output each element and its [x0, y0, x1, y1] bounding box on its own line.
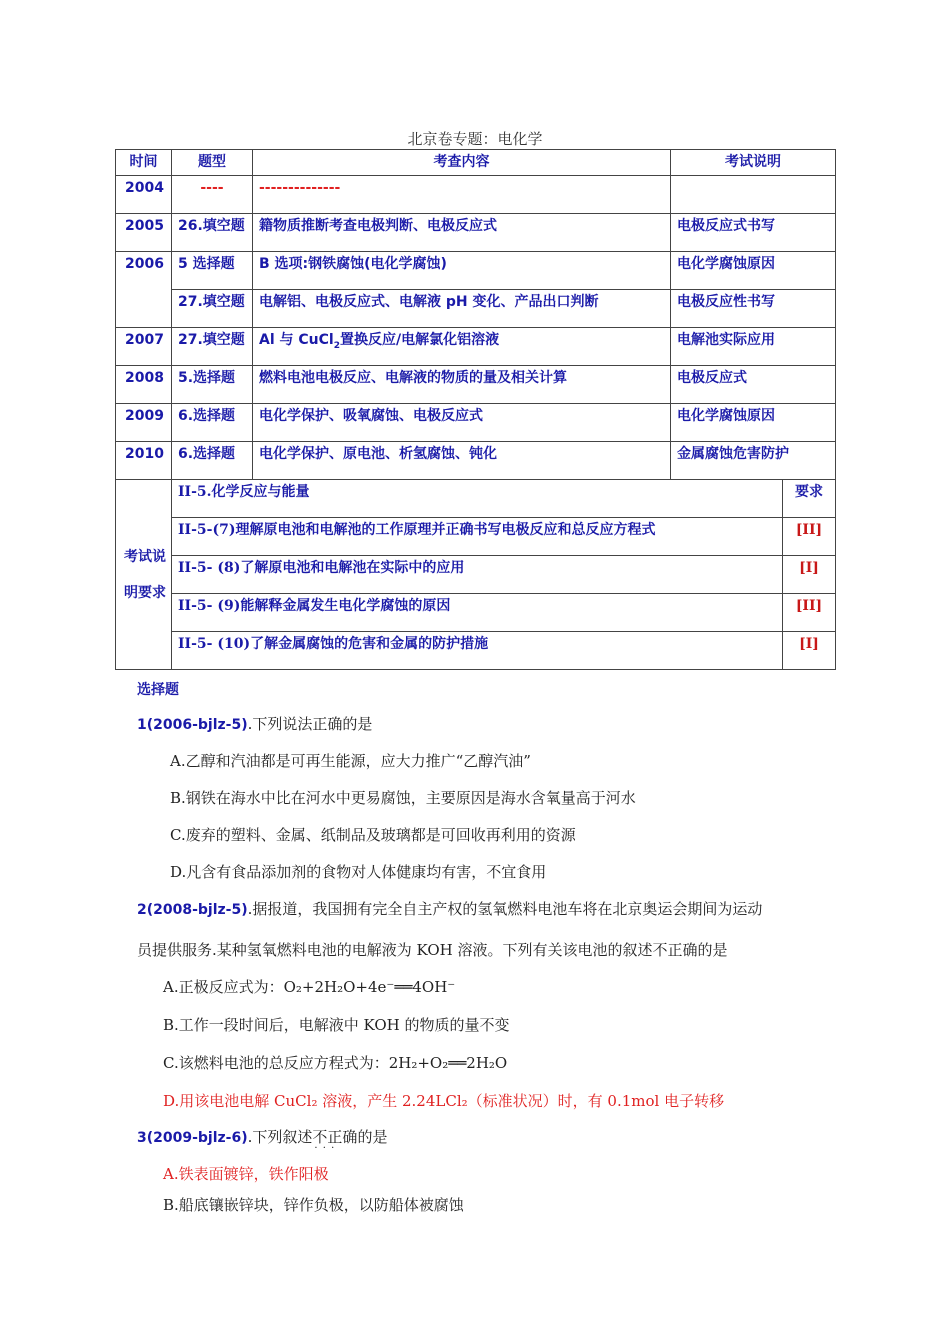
row-year: 2008 — [116, 366, 172, 404]
row-type: 5.选择题 — [172, 366, 253, 404]
question-2-option-a: A.正极反应式为：O₂+2H₂O+4e⁻══4OH⁻ — [163, 978, 456, 996]
question-2-option-b: B.工作一段时间后，电解液中 KOH 的物质的量不变 — [163, 1016, 510, 1034]
page-title: 北京卷专题：电化学 — [407, 130, 543, 148]
row-content: 电化学保护、原电池、析氢腐蚀、钝化 — [253, 442, 671, 480]
row-type: 27.填空题 — [172, 290, 253, 328]
row-type: 26.填空题 — [172, 214, 253, 252]
row-year: 2006 — [116, 252, 172, 328]
requirements-label: 考试说明要求 — [116, 480, 172, 670]
exam-overview-table — [115, 149, 836, 670]
question-1-option-a: A.乙醇和汽油都是可再生能源，应大力推广“乙醇汽油” — [170, 752, 531, 770]
table-row — [116, 404, 836, 442]
row-year: 2005 — [116, 214, 172, 252]
row-content: 电解铝、电极反应式、电解液 pH 变化、产品出口判断 — [253, 290, 671, 328]
level-header: 要求 — [783, 480, 836, 518]
row-note: 电极反应性书写 — [671, 290, 836, 328]
row-year: 2009 — [116, 404, 172, 442]
row-content: 电化学保护、吸氧腐蚀、电极反应式 — [253, 404, 671, 442]
table-row — [116, 328, 836, 366]
requirement-level: [I] — [783, 556, 836, 594]
requirement-text: II-5- (8)了解原电池和电解池在实际中的应用 — [172, 556, 783, 594]
header-time: 时间 — [116, 150, 172, 176]
row-type: 27.填空题 — [172, 328, 253, 366]
row-note: 电极反应式 — [671, 366, 836, 404]
question-3-option-b: B.船底镶嵌锌块，锌作负极，以防船体被腐蚀 — [163, 1196, 464, 1214]
question-1-option-c: C.废弃的塑料、金属、纸制品及玻璃都是可回收再利用的资源 — [170, 826, 576, 844]
row-content: 燃料电池电极反应、电解液的物质的量及相关计算 — [253, 366, 671, 404]
table-row — [116, 290, 836, 328]
header-type: 题型 — [172, 150, 253, 176]
row-year: 2007 — [116, 328, 172, 366]
requirement-row — [116, 632, 836, 670]
requirement-row — [116, 594, 836, 632]
question-2-stem-continued: 员提供服务.某种氢氧燃料电池的电解液为 KOH 溶液。下列有关该电池的叙述不正确的是 — [137, 941, 728, 959]
question-text: .下列说法正确的是 — [247, 715, 373, 733]
requirement-text: II-5-(7)理解原电池和电解池的工作原理并正确书写电极反应和总反应方程式 — [172, 518, 783, 556]
question-number: 2(2008-bjlz-5) — [137, 902, 248, 918]
table-row — [116, 366, 836, 404]
requirement-level: [I] — [783, 632, 836, 670]
row-note: 电化学腐蚀原因 — [671, 252, 836, 290]
table-header-row — [116, 150, 836, 176]
section-title: 选择题 — [137, 682, 179, 698]
row-note: 电化学腐蚀原因 — [671, 404, 836, 442]
row-note: 金属腐蚀危害防护 — [671, 442, 836, 480]
question-3-stem — [137, 1126, 387, 1147]
row-content: B 选项:钢铁腐蚀(电化学腐蚀) — [253, 252, 671, 290]
table-row — [116, 176, 836, 214]
question-3-option-a: A.铁表面镀锌，铁作阳极 — [163, 1165, 329, 1183]
header-note: 考试说明 — [671, 150, 836, 176]
row-type: 6.选择题 — [172, 442, 253, 480]
row-year: 2010 — [116, 442, 172, 480]
question-2-stem — [137, 898, 762, 919]
question-text: .据报道，我国拥有完全自主产权的氢氧燃料电池车将在北京奥运会期间为运动 — [247, 900, 763, 918]
question-text: 的是 — [357, 1128, 388, 1146]
row-type: 6.选择题 — [172, 404, 253, 442]
requirement-row — [116, 556, 836, 594]
requirement-header: II-5.化学反应与能量 — [172, 480, 783, 518]
row-content: -------------- — [253, 176, 671, 214]
row-note — [671, 176, 836, 214]
question-1-option-b: B.钢铁在海水中比在河水中更易腐蚀，主要原因是海水含氧量高于河水 — [170, 789, 636, 807]
content-part: Al 与 CuCl — [259, 332, 334, 348]
row-note: 电极反应式书写 — [671, 214, 836, 252]
requirement-text: II-5- (9)能解释金属发生电化学腐蚀的原因 — [172, 594, 783, 632]
question-1-stem — [137, 713, 372, 734]
requirement-level: [II] — [783, 518, 836, 556]
row-year: 2004 — [116, 176, 172, 214]
row-content: 籍物质推断考查电极判断、电极反应式 — [253, 214, 671, 252]
question-2-option-c: C.该燃料电池的总反应方程式为：2H₂+O₂══2H₂O — [163, 1054, 508, 1072]
table-row — [116, 214, 836, 252]
header-content: 考查内容 — [253, 150, 671, 176]
subscript: 2 — [333, 340, 340, 351]
question-1-option-d: D.凡含有食品添加剂的食物对人体健康均有害，不宜食用 — [170, 863, 547, 881]
table-row — [116, 442, 836, 480]
content-part: 置换反应/电解氯化铝溶液 — [339, 332, 500, 348]
question-number: 1(2006-bjlz-5) — [137, 717, 248, 733]
row-type: 5 选择题 — [172, 252, 253, 290]
row-note: 电解池实际应用 — [671, 328, 836, 366]
requirement-row — [116, 518, 836, 556]
table-row — [116, 252, 836, 290]
row-type: ---- — [172, 176, 253, 214]
requirement-level: [II] — [783, 594, 836, 632]
question-number: 3(2009-bjlz-6) — [137, 1130, 248, 1146]
question-text: .下列叙述 — [247, 1128, 313, 1146]
question-2-option-d: D.用该电池电解 CuCl₂ 溶液，产生 2.24LCl₂（标准状况）时，有 0.1mol 电子转移 — [163, 1092, 725, 1110]
requirement-text: II-5- (10)了解金属腐蚀的危害和金属的防护措施 — [172, 632, 783, 670]
requirement-row — [116, 480, 836, 518]
row-content — [253, 328, 671, 366]
emphasis-text: 不正确 · · · — [312, 1128, 357, 1146]
